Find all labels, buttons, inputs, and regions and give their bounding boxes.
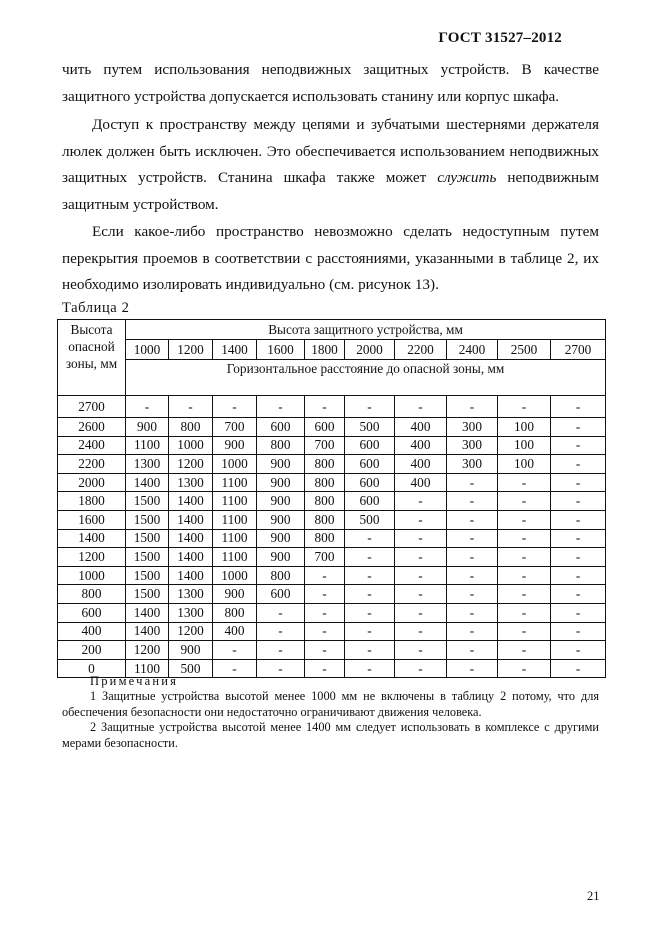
table-cell: 700 [305, 548, 345, 567]
table-cell: 900 [257, 529, 305, 548]
table-cell: 900 [213, 436, 257, 455]
note-2-text: 2 Защитные устройства высотой менее 1400 мм следует использовать в комплексе с другими мерами безопасности. [62, 720, 599, 750]
table-cell: 1500 [126, 492, 169, 511]
table-cell: - [447, 396, 498, 418]
table-cell: - [345, 566, 395, 585]
table-cell: - [551, 492, 606, 511]
table-cell: 1200 [126, 641, 169, 660]
row-height-cell: 2200 [58, 455, 126, 474]
table-cell: - [126, 396, 169, 418]
table-body [58, 396, 606, 678]
table-cell: 500 [345, 510, 395, 529]
table-cell: - [345, 548, 395, 567]
table-cell: 600 [345, 473, 395, 492]
table-cell: - [345, 585, 395, 604]
table-cell: 600 [257, 585, 305, 604]
table-cell: - [257, 622, 305, 641]
table-cell: 1500 [126, 529, 169, 548]
table-cell: - [395, 585, 447, 604]
table-cell: 400 [395, 418, 447, 437]
table-cell: 600 [257, 418, 305, 437]
table-cell: 800 [305, 510, 345, 529]
table-cell: - [498, 492, 551, 511]
table-cell: 800 [257, 566, 305, 585]
table-cell: - [305, 659, 345, 678]
table-cell: 800 [213, 603, 257, 622]
table-cell: 1100 [213, 473, 257, 492]
table-cell: 300 [447, 455, 498, 474]
table-cell: - [447, 548, 498, 567]
table-cell: - [498, 622, 551, 641]
table-cell: - [447, 585, 498, 604]
table-cell: 1100 [213, 548, 257, 567]
row-height-cell: 600 [58, 603, 126, 622]
table-row [58, 548, 606, 567]
table-row [58, 473, 606, 492]
table-row [58, 455, 606, 474]
table-cell: - [551, 510, 606, 529]
table-cell: 1400 [169, 492, 213, 511]
row-height-cell: 1600 [58, 510, 126, 529]
table-cell: - [498, 548, 551, 567]
table-cell: - [305, 396, 345, 418]
table-cell: - [447, 622, 498, 641]
table-cell: 900 [126, 418, 169, 437]
paragraph-1: чить путем использования неподвижных защитных устройств. В качестве защитного устройства допускается использовать станину или корпус шкафа. [62, 61, 599, 105]
column-header: 2700 [551, 340, 606, 360]
table-cell: 800 [305, 529, 345, 548]
table-cell: - [345, 622, 395, 641]
table-cell: - [551, 659, 606, 678]
table-cell: 800 [169, 418, 213, 437]
table-cell: 300 [447, 418, 498, 437]
table-cell: - [345, 603, 395, 622]
table-cell: - [395, 566, 447, 585]
table-cell: - [551, 418, 606, 437]
table-cell: 800 [305, 492, 345, 511]
table-cell: 1300 [126, 455, 169, 474]
column-header: 2200 [395, 340, 447, 360]
table-row [58, 566, 606, 585]
table-cell: - [345, 659, 395, 678]
table-cell: - [257, 659, 305, 678]
row-height-cell: 2600 [58, 418, 126, 437]
table-cell: - [498, 510, 551, 529]
table-2 [57, 319, 606, 678]
table-cell: 900 [169, 641, 213, 660]
table-cell: 600 [345, 455, 395, 474]
table-cell: - [447, 566, 498, 585]
table-cell: - [447, 473, 498, 492]
note-1 [62, 689, 599, 720]
row-height-cell: 2400 [58, 436, 126, 455]
row-height-cell: 800 [58, 585, 126, 604]
note-1-text: 1 Защитные устройства высотой менее 1000 мм не включены в таблицу 2 потому, что для обеспечения безопасности они недостаточно ограничивают движения человека. [62, 689, 599, 719]
table-cell: - [498, 585, 551, 604]
table-row [58, 418, 606, 437]
table-cell: - [498, 603, 551, 622]
table-cell: - [169, 396, 213, 418]
table-cell: 1100 [213, 492, 257, 511]
table-cell: 600 [345, 436, 395, 455]
column-header: 2000 [345, 340, 395, 360]
column-header: 2500 [498, 340, 551, 360]
table-cell: - [395, 659, 447, 678]
group-header: Высота защитного устройства, мм [126, 320, 606, 340]
table-cell: - [447, 492, 498, 511]
table-row [58, 603, 606, 622]
table-cell: 500 [345, 418, 395, 437]
sub-header: Горизонтальное расстояние до опасной зоны, мм [126, 360, 606, 396]
table-row [58, 510, 606, 529]
page-number: 21 [587, 889, 600, 903]
table-row [58, 529, 606, 548]
note-2 [62, 720, 599, 751]
table-cell: 900 [257, 473, 305, 492]
table-cell: - [305, 603, 345, 622]
row-height-cell: 200 [58, 641, 126, 660]
column-header: 1800 [305, 340, 345, 360]
table-cell: - [395, 529, 447, 548]
table-cell: 100 [498, 455, 551, 474]
table-cell: - [213, 641, 257, 660]
table-row [58, 396, 606, 418]
table-cell: - [551, 548, 606, 567]
table-cell: 400 [395, 436, 447, 455]
row-height-cell: 1800 [58, 492, 126, 511]
table-cell: - [551, 622, 606, 641]
paragraph-2-tail: неподвижным защитным устройством. [62, 169, 599, 213]
row-height-cell: 0 [58, 659, 126, 678]
table-cell: - [305, 641, 345, 660]
table-cell: - [551, 436, 606, 455]
table-cell: 800 [305, 455, 345, 474]
table-cell: - [498, 566, 551, 585]
table-cell: - [213, 396, 257, 418]
paragraph-3-text: Если какое-либо пространство невозможно сделать недоступным путем перекрытия проемов в соответствии с расстояниями, указанными в таблице 2, их необходимо изолировать индивидуально (см. рисунок 13). [62, 223, 599, 293]
table-cell: 1400 [126, 473, 169, 492]
paragraph-2-italic-word: служить [437, 169, 497, 186]
table-row [58, 622, 606, 641]
table-cell: - [305, 622, 345, 641]
table-cell: - [395, 641, 447, 660]
table-cell: - [213, 659, 257, 678]
table-cell: 100 [498, 436, 551, 455]
table-cell: 1400 [169, 529, 213, 548]
row-height-cell: 400 [58, 622, 126, 641]
table-cell: - [257, 603, 305, 622]
row-height-cell: 1200 [58, 548, 126, 567]
table-cell: 900 [213, 585, 257, 604]
table-row [58, 641, 606, 660]
table-cell: - [498, 641, 551, 660]
column-header: 1400 [213, 340, 257, 360]
table-cell: 1300 [169, 473, 213, 492]
table-cell: 600 [345, 492, 395, 511]
table-cell: - [551, 603, 606, 622]
table-cell: - [305, 585, 345, 604]
row-height-cell: 2700 [58, 396, 126, 418]
table-cell: - [395, 622, 447, 641]
table-cell: - [551, 473, 606, 492]
table-cell: 400 [395, 473, 447, 492]
table-cell: - [395, 492, 447, 511]
table-cell: - [345, 396, 395, 418]
table-cell: 1500 [126, 566, 169, 585]
table-cell: - [305, 566, 345, 585]
table-cell: 1000 [213, 566, 257, 585]
table-cell: 1200 [169, 455, 213, 474]
table-cell: 1400 [126, 622, 169, 641]
table-cell: - [257, 396, 305, 418]
table-cell: 1000 [213, 455, 257, 474]
table-cell: - [395, 396, 447, 418]
table-cell: - [447, 659, 498, 678]
column-header: 1600 [257, 340, 305, 360]
notes-title: Примечания [90, 674, 179, 688]
table-row [58, 492, 606, 511]
table-cell: 300 [447, 436, 498, 455]
table-cell: - [447, 603, 498, 622]
table-cell: 100 [498, 418, 551, 437]
table-cell: - [498, 659, 551, 678]
table-cell: - [551, 396, 606, 418]
column-header: 1200 [169, 340, 213, 360]
table-cell: 400 [395, 455, 447, 474]
table-caption: Таблица 2 [62, 300, 130, 316]
document-code-header: ГОСТ 31527–2012 [438, 30, 562, 46]
table-cell: 700 [213, 418, 257, 437]
table-cell: - [498, 473, 551, 492]
table-cell: - [395, 603, 447, 622]
table-cell: - [447, 510, 498, 529]
table-cell: - [551, 566, 606, 585]
table-cell: - [551, 641, 606, 660]
row-height-cell: 1400 [58, 529, 126, 548]
table-cell: 900 [257, 548, 305, 567]
row-height-cell: 1000 [58, 566, 126, 585]
corner-header: Высота опасной зоны, мм [58, 320, 126, 396]
table-cell: - [551, 455, 606, 474]
table-cell: - [498, 396, 551, 418]
table-cell: 1500 [126, 548, 169, 567]
table-cell: - [551, 585, 606, 604]
table-cell: 600 [305, 418, 345, 437]
table-cell: - [447, 641, 498, 660]
table-cell: - [395, 510, 447, 529]
table-cell: 1200 [169, 622, 213, 641]
paragraph-2-text: Доступ к пространству между цепями и зубчатыми шестернями держателя люлек должен быть исключен. Это обеспечивается использованием неподвижных защитных устройств. Станина шкафа также может [62, 116, 599, 186]
paragraph-3 [62, 219, 599, 299]
column-header: 1000 [126, 340, 169, 360]
table-cell: 1300 [169, 585, 213, 604]
table-cell: - [395, 548, 447, 567]
table-cell: 1100 [213, 510, 257, 529]
table-cell: 1400 [169, 566, 213, 585]
table-cell: 800 [305, 473, 345, 492]
table-cell: 400 [213, 622, 257, 641]
table-row [58, 436, 606, 455]
table-cell: - [345, 529, 395, 548]
paragraph-2 [62, 112, 599, 218]
table-cell: 800 [257, 436, 305, 455]
table-cell: 1400 [169, 548, 213, 567]
table-cell: - [498, 529, 551, 548]
table-cell: - [551, 529, 606, 548]
table-cell: 1100 [126, 436, 169, 455]
column-header: 2400 [447, 340, 498, 360]
table-cell: 700 [305, 436, 345, 455]
table-cell: 1100 [213, 529, 257, 548]
table-row [58, 585, 606, 604]
table-cell: 1500 [126, 585, 169, 604]
table-cell: 1100 [126, 659, 169, 678]
table-cell: - [257, 641, 305, 660]
table-cell: - [447, 529, 498, 548]
table-cell: 1400 [169, 510, 213, 529]
table-cell: 1300 [169, 603, 213, 622]
table-cell: 500 [169, 659, 213, 678]
row-height-cell: 2000 [58, 473, 126, 492]
table-cell: - [345, 641, 395, 660]
table-cell: 1500 [126, 510, 169, 529]
table-cell: 900 [257, 492, 305, 511]
table-cell: 900 [257, 510, 305, 529]
table-cell: 1400 [126, 603, 169, 622]
table-cell: 1000 [169, 436, 213, 455]
table-cell: 900 [257, 455, 305, 474]
